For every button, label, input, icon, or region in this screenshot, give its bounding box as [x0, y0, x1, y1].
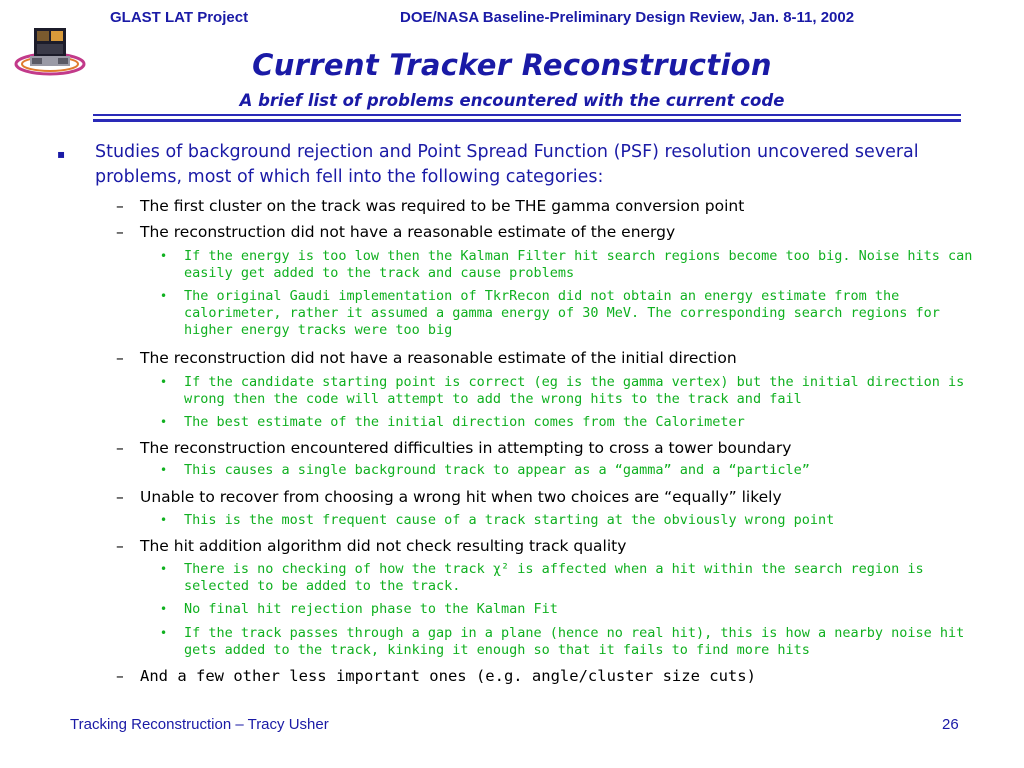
page-title: Current Tracker Reconstruction	[252, 48, 772, 82]
item-text: The original Gaudi implementation of TkrRecon did not obtain an energy estimate from the calorimeter, rather it assumed a gamma energy of 30 MeV. The corresponding search regions for higher energy tracks were too big	[184, 288, 940, 338]
item-text: The reconstruction did not have a reasonable estimate of the energy	[140, 223, 676, 241]
dash-bullet-icon: –	[116, 439, 124, 457]
item-text: The reconstruction did not have a reasonable estimate of the initial direction	[140, 349, 737, 367]
item-text: The best estimate of the initial direction comes from the Calorimeter	[184, 414, 745, 430]
page-subtitle: A brief list of problems encountered with the current code	[239, 91, 785, 110]
title-divider-bottom	[93, 119, 961, 122]
dash-bullet-icon: –	[116, 667, 124, 685]
dash-bullet-icon: –	[116, 537, 124, 555]
item-text: And a few other less important ones (e.g. angle/cluster size cuts)	[140, 667, 756, 685]
square-bullet-icon: ▪	[57, 147, 66, 161]
dot-bullet-icon: •	[160, 415, 168, 429]
intro-text: Studies of background rejection and Point Spread Function (PSF) resolution uncovered several problems, most of which fell into the following categories:	[95, 142, 919, 187]
page-number: 26	[942, 716, 959, 733]
header-project: GLAST LAT Project	[110, 9, 249, 26]
item-text: There is no checking of how the track χ² is affected when a hit within the search region is selected to be added to the track.	[184, 561, 924, 594]
dash-bullet-icon: –	[116, 488, 124, 506]
item-text: This is the most frequent cause of a track starting at the obviously wrong point	[184, 512, 835, 528]
item-text: This causes a single background track to appear as a “gamma” and a “particle”	[184, 462, 810, 478]
item-text: Unable to recover from choosing a wrong hit when two choices are “equally” likely	[140, 488, 782, 506]
header-review: DOE/NASA Baseline-Preliminary Design Review, Jan. 8-11, 2002	[400, 9, 855, 26]
dot-bullet-icon: •	[160, 602, 168, 616]
item-text: The reconstruction encountered difficulties in attempting to cross a tower boundary	[140, 439, 792, 457]
item-text: If the energy is too low then the Kalman Filter hit search regions become too big. Noise hits can easily get added to the track and cause problems	[184, 248, 973, 281]
item-text: No final hit rejection phase to the Kalman Fit	[184, 601, 558, 617]
dot-bullet-icon: •	[160, 562, 168, 576]
dot-bullet-icon: •	[160, 375, 168, 389]
footer-presenter: Tracking Reconstruction – Tracy Usher	[70, 716, 329, 733]
dash-bullet-icon: –	[116, 349, 124, 367]
title-divider-top	[93, 114, 961, 116]
dash-bullet-icon: –	[116, 197, 124, 215]
dot-bullet-icon: •	[160, 289, 168, 303]
item-text: If the candidate starting point is correct (eg is the gamma vertex) but the initial direction is wrong then the code will attempt to add the wrong hits to the track and fail	[184, 374, 965, 407]
dot-bullet-icon: •	[160, 513, 168, 527]
dash-bullet-icon: –	[116, 223, 124, 241]
item-text: The hit addition algorithm did not check resulting track quality	[140, 537, 627, 555]
item-text: The first cluster on the track was required to be THE gamma conversion point	[140, 197, 745, 215]
dot-bullet-icon: •	[160, 249, 168, 263]
item-text: If the track passes through a gap in a plane (hence no real hit), this is how a nearby noise hit gets added to the track, kinking it enough so that it fails to find more hits	[184, 625, 965, 658]
dot-bullet-icon: •	[160, 626, 168, 640]
dot-bullet-icon: •	[160, 463, 168, 477]
